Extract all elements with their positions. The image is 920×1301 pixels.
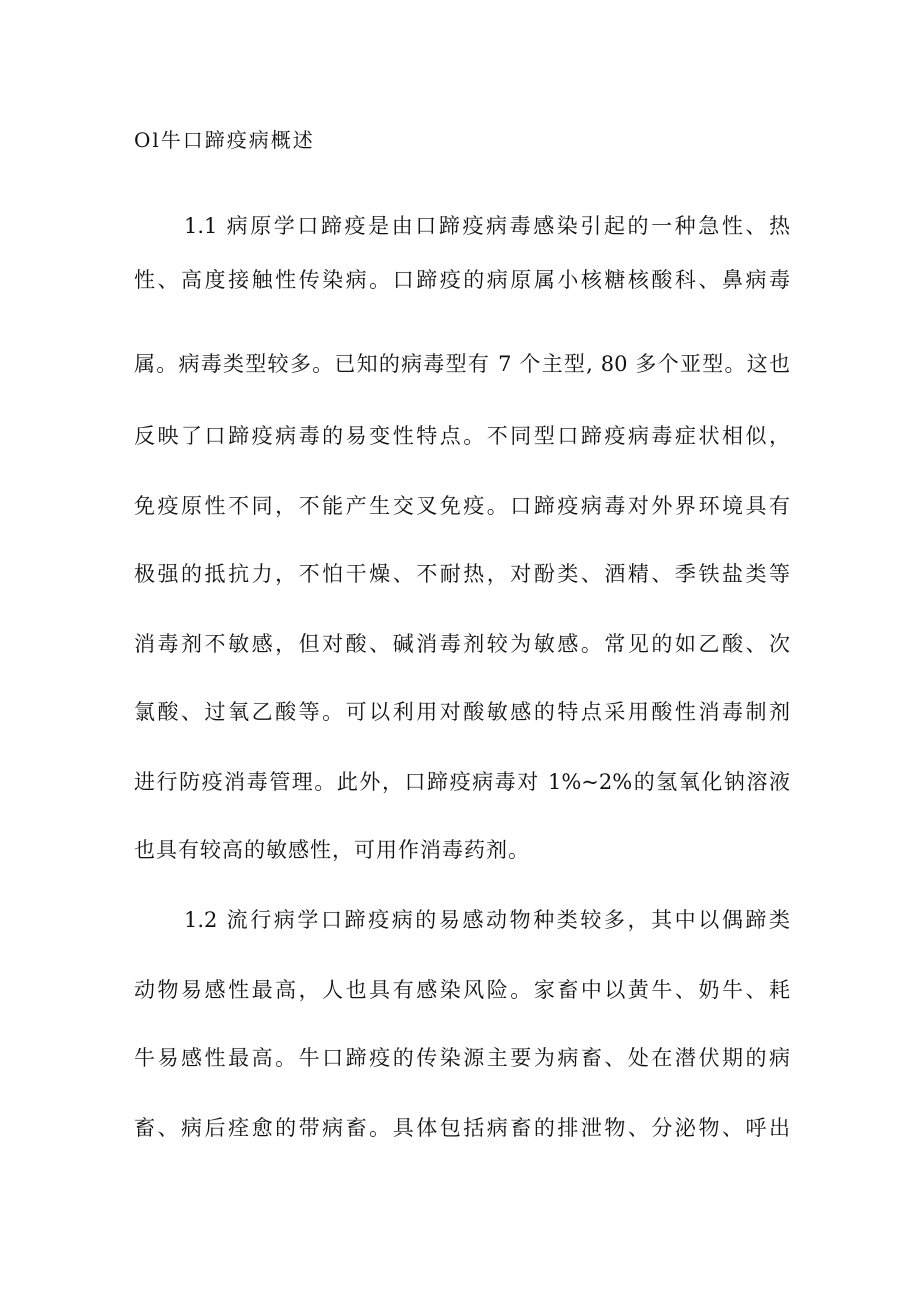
paragraph-1-1-line-1: 1.1 病原学口蹄疫是由口蹄疫病毒感染引起的一种急性、热 [184,214,790,238]
paragraph-1-1-line-6: 极强的抵抗力，不怕干燥、不耐热，对酚类、酒精、季铁盐类等 [134,562,790,586]
paragraph-1-1-line-9: 进行防疫消毒管理。此外，口蹄疫病毒对 1%~2%的氢氧化钠溶液 [134,770,790,794]
paragraph-1-2-line-4: 畜、病后痊愈的带病畜。具体包括病畜的排泄物、分泌物、呼出 [134,1116,790,1140]
section-heading: Ol牛口蹄疫病概述 [134,128,315,152]
paragraph-1-2-line-1: 1.2 流行病学口蹄疫病的易感动物种类较多，其中以偶蹄类 [184,908,790,932]
paragraph-1-1-line-2: 性、高度接触性传染病。口蹄疫的病原属小核糖核酸科、鼻病毒 [134,268,790,292]
paragraph-1-1-line-4: 反映了口蹄疫病毒的易变性特点。不同型口蹄疫病毒症状相似， [134,424,790,448]
paragraph-1-1-line-7: 消毒剂不敏感，但对酸、碱消毒剂较为敏感。常见的如乙酸、次 [134,632,790,656]
paragraph-1-1-line-8: 氯酸、过氧乙酸等。可以利用对酸敏感的特点采用酸性消毒制剂 [134,700,790,724]
paragraph-1-2-line-2: 动物易感性最高，人也具有感染风险。家畜中以黄牛、奶牛、耗 [134,978,790,1002]
paragraph-1-1-line-5: 免疫原性不同，不能产生交叉免疫。口蹄疫病毒对外界环境具有 [134,494,790,518]
paragraph-1-1-line-3: 属。病毒类型较多。已知的病毒型有 7 个主型, 80 多个亚型。这也 [134,352,790,376]
paragraph-1-2-line-3: 牛易感性最高。牛口蹄疫的传染源主要为病畜、处在潜伏期的病 [134,1046,790,1070]
paragraph-1-1-line-10: 也具有较高的敏感性，可用作消毒药剂。 [134,838,530,862]
